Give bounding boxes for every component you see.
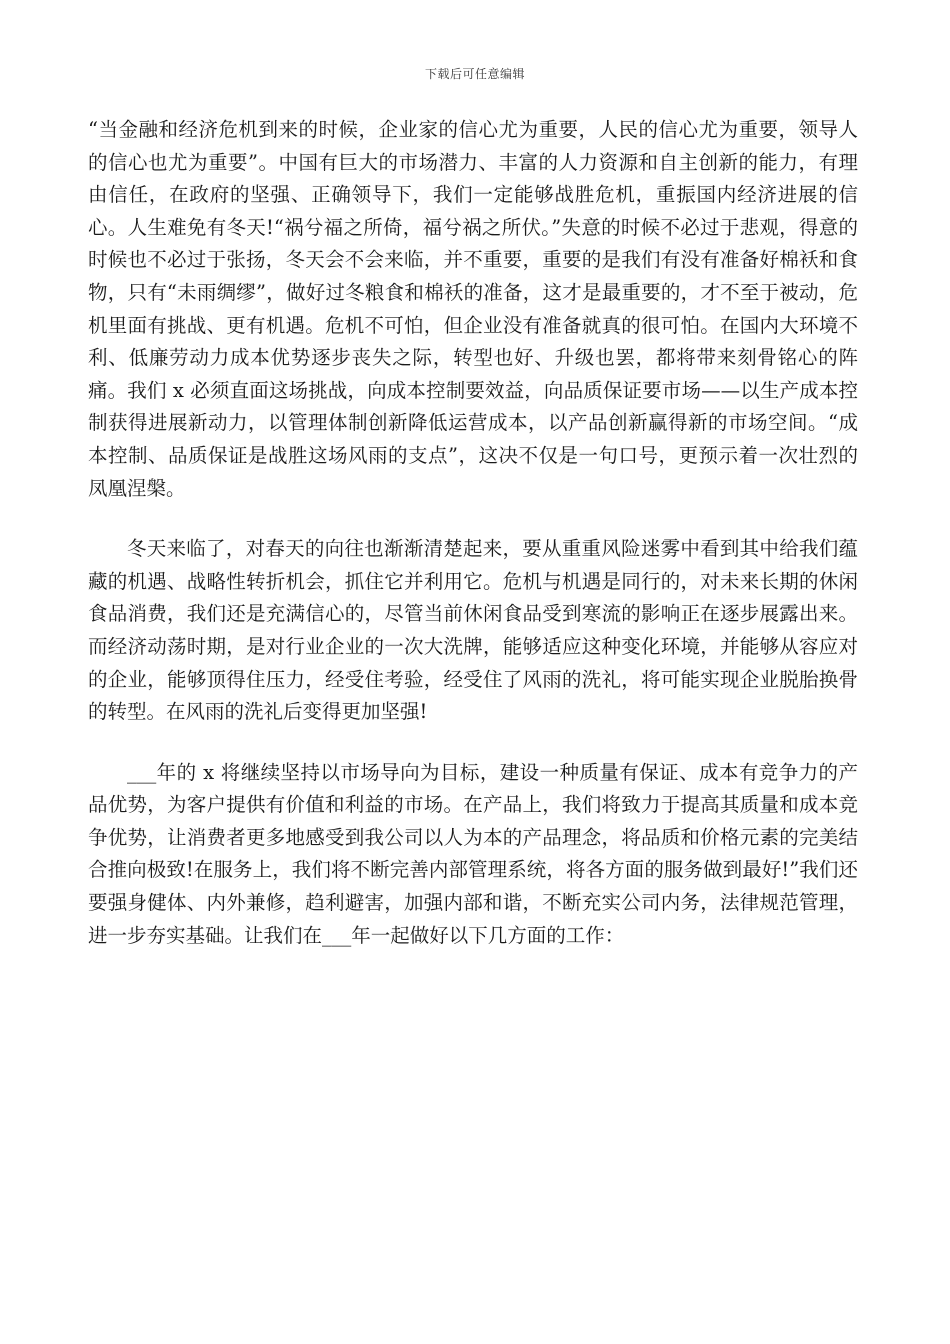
page-header: 下载后可任意编辑: [424, 67, 525, 81]
paragraph-2: 冬天来临了，对春天的向往也渐渐清楚起来，要从重重风险迷雾中看到其中给我们蕴藏的机遇、战略性转折机会，抓住它并利用它。危机与机遇是同行的，对未来长期的休闲食品消费，我们还是充满信心的，尽管当前休闲食品受到寒流的影响正在逐步展露出来。而经济动荡时期，是对行业企业的一次大洗牌，能够适应这种变化环境，并能够从容应对的企业，能够顶得住压力，经受住考验，经受住了风雨的洗礼，将可能实现企业脱胎换骨的转型。在风雨的洗礼后变得更加坚强!: [88, 537, 858, 724]
paragraph-1: “当金融和经济危机到来的时候，企业家的信心尤为重要，人民的信心尤为重要，领导人的信心也尤为重要”。中国有巨大的市场潜力、丰富的人力资源和自主创新的能力，有理由信任，在政府的坚强、正确领导下，我们一定能够战胜危机，重振国内经济进展的信心。人生难免有冬天!“祸兮福之所倚，福兮祸之所伏。”失意的时候不必过于悲观，得意的时候也不必过于张扬，冬天会不会来临，并不重要，重要的是我们有没有准备好棉袄和食物，只有“未雨绸缪”，做好过冬粮食和棉袄的准备，这才是最重要的，才不至于被动，危机里面有挑战、更有机遇。危机不可怕，但企业没有准备就真的很可怕。在国内大环境不利、低廉劳动力成本优势逐步丧失之际，转型也好、升级也罢，都将带来刻骨铭心的阵痛。我们 x 必须直面这场挑战，向成本控制要效益，向品质保证要市场——以生产成本控制获得进展新动力，以管理体制创新降低运营成本，以产品创新赢得新的市场空间。“成本控制、品质保证是战胜这场风雨的支点”，这决不仅是一句口号，更预示着一次壮烈的凤凰涅槃。: [88, 118, 858, 500]
paragraph-3: ___年的 x 将继续坚持以市场导向为目标，建设一种质量有保证、成本有竞争力的产品优势，为客户提供有价值和利益的市场。在产品上，我们将致力于提高其质量和成本竞争优势，让消费者更多地感受到我公司以人为本的产品理念，将品质和价格元素的完美结合推向极致!在服务上，我们将不断完善内部管理系统，将各方面的服务做到最好!”我们还要强身健体、内外兼修，趋利避害，加强内部和谐，不断充实公司内务，法律规范管理，进一步夯实基础。让我们在___年一起做好以下几方面的工作：: [88, 760, 858, 947]
document-body: [88, 114, 858, 980]
